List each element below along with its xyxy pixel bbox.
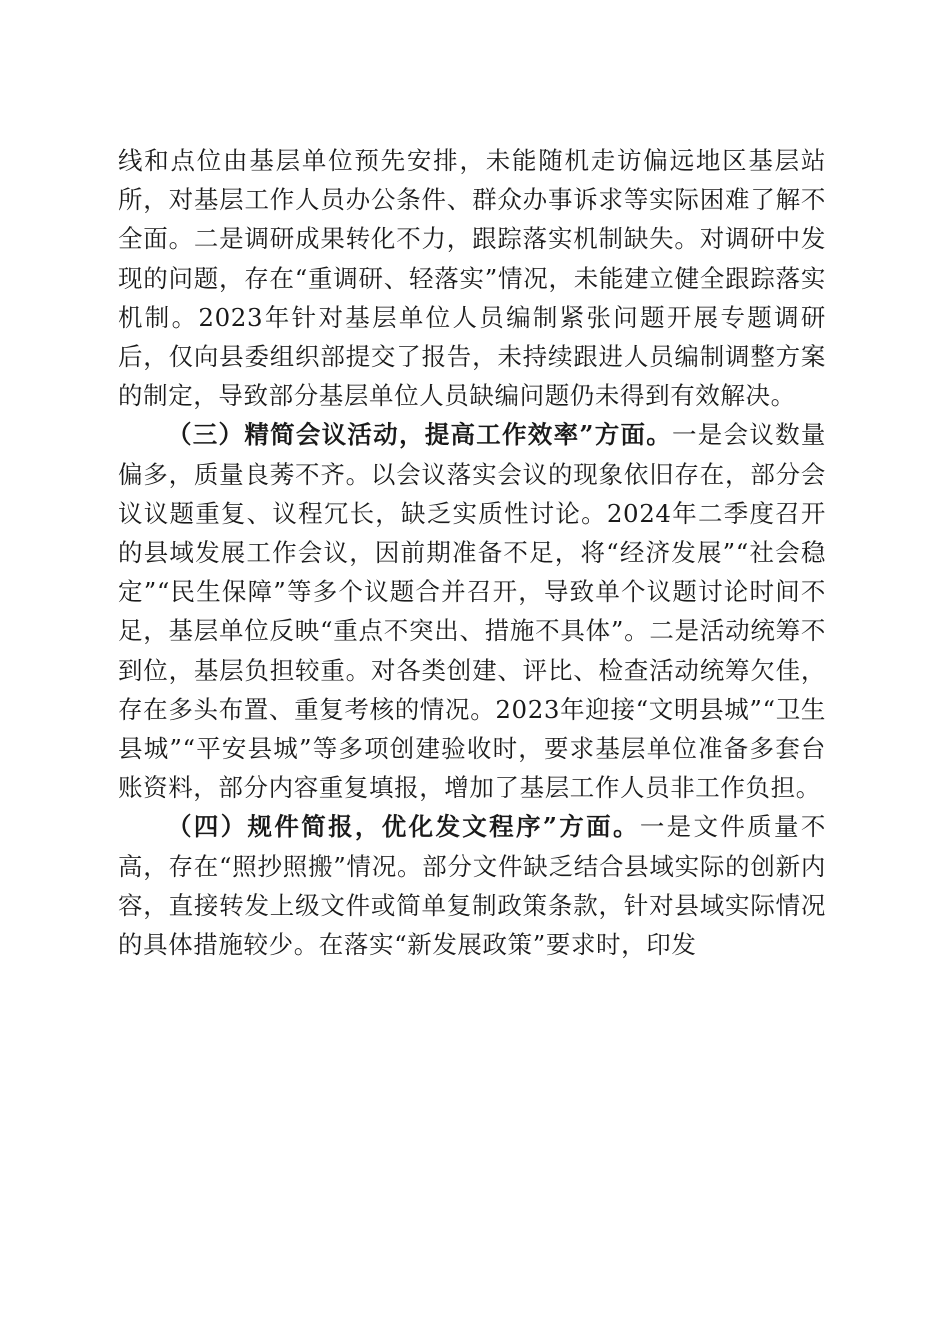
paragraph-text: 一是文件质量不高，存在“照抄照搬”情况。部分文件缺乏结合县域实际的创新内容，直接转发上级文件或简单复制政策条款，针对县域实际情况的具体措施较少。在落实“新发展政策”要求时，印发: [118, 812, 827, 960]
paragraph-section-4: [118, 807, 826, 964]
document-body: [118, 141, 826, 964]
paragraph-continued: [118, 141, 826, 415]
paragraph-text: 线和点位由基层单位预先安排，未能随机走访偏远地区基层站所，对基层工作人员办公条件、群众办事诉求等实际困难了解不全面。二是调研成果转化不力，跟踪落实机制缺失。对调研中发现的问题，存在“重调研、轻落实”情况，未能建立健全跟踪落实机制。2023年针对基层单位人员编制紧张问题开展专题调研后，仅向县委组织部提交了报告，未持续跟进人员编制调整方案的制定，导致部分基层单位人员缺编问题仍未得到有效解决。: [118, 146, 826, 411]
paragraph-text: 一是会议数量偏多，质量良莠不齐。以会议落实会议的现象依旧存在，部分会议议题重复、议程冗长，缺乏实质性讨论。2024年二季度召开的县域发展工作会议，因前期准备不足，将“经济发展”“社会稳定”“民生保障”等多个议题合并召开，导致单个议题讨论时间不足，基层单位反映“重点不突出、措施不具体”。二是活动统筹不到位，基层负担较重。对各类创建、评比、检查活动统筹欠佳，存在多头布置、重复考核的情况。2023年迎接“文明县城”“卫生县城”“平安县城”等多项创建验收时，要求基层单位准备多套台账资料，部分内容重复填报，增加了基层工作人员非工作负担。: [118, 420, 826, 803]
section-heading: （四）规件简报，优化发文程序”方面。: [167, 812, 640, 842]
section-heading: （三）精简会议活动，提高工作效率”方面。: [167, 420, 673, 450]
paragraph-section-3: [118, 415, 826, 807]
